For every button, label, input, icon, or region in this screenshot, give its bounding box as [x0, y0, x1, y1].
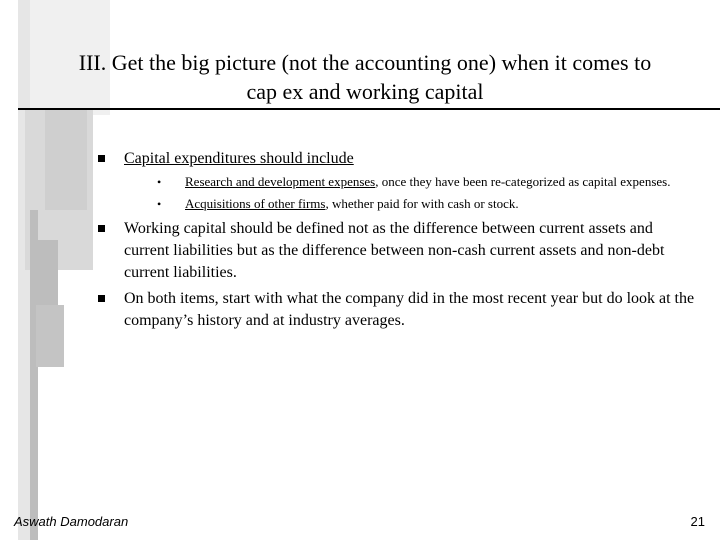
bullet-text: Working capital should be defined not as the difference between current assets and current liabilities but as the difference between non-cash current assets and non-debt current liabilities. — [124, 220, 665, 281]
bullet-text: Capital expenditures should include — [124, 150, 354, 167]
decor-bar — [45, 110, 87, 210]
bullet-text: On both items, start with what the company did in the most recent year but do look at the company’s history and at industry averages. — [124, 290, 695, 329]
small-dot-bullet-icon: • — [157, 175, 162, 189]
sub-bullet-list — [124, 174, 700, 212]
decor-bar — [32, 240, 58, 305]
filled-square-bullet-icon — [98, 225, 105, 232]
decor-bar — [36, 305, 64, 367]
sub-bullet-item — [157, 196, 700, 212]
footer-author: Aswath Damodaran — [14, 514, 129, 529]
bullet-item — [95, 288, 700, 332]
slide-title: III. Get the big picture (not the accounting one) when it comes to cap ex and working capital — [78, 50, 652, 104]
bullet-item — [95, 148, 700, 212]
filled-square-bullet-icon — [98, 155, 105, 162]
sub-bullet-underlined-text: Research and development expenses — [185, 174, 376, 189]
bullet-item — [95, 218, 700, 284]
page-number: 21 — [690, 514, 705, 529]
sub-bullet-text: , whether paid for with cash or stock. — [325, 196, 519, 211]
sub-bullet-item — [157, 174, 700, 190]
sub-bullet-underlined-text: Acquisitions of other firms — [185, 196, 326, 211]
slide-body — [95, 148, 700, 332]
decor-bar — [18, 0, 30, 540]
sub-bullet-text: , once they have been re-categorized as capital expenses. — [375, 174, 671, 189]
title-divider — [18, 108, 720, 110]
small-dot-bullet-icon: • — [157, 197, 162, 211]
filled-square-bullet-icon — [98, 295, 105, 302]
